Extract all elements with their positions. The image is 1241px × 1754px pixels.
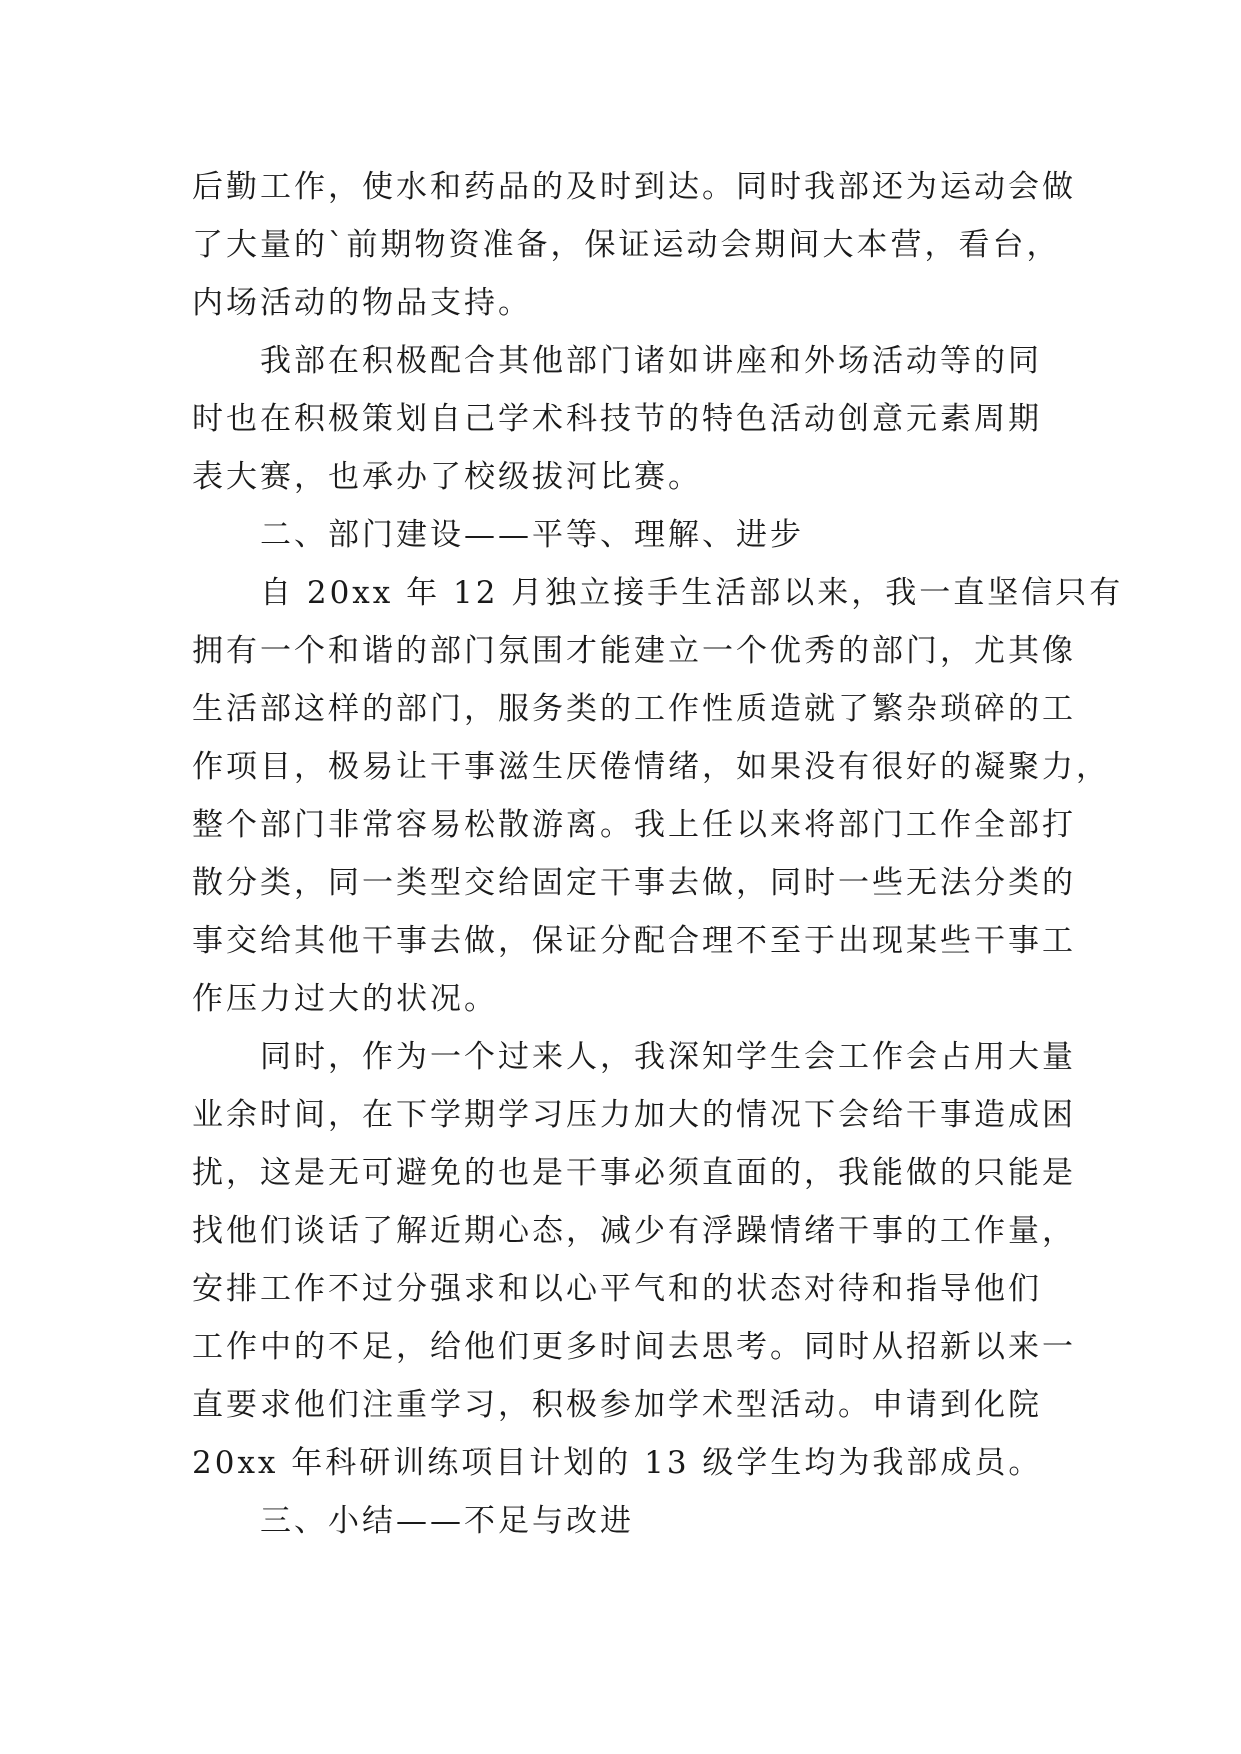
text-line: 我部在积极配合其他部门诸如讲座和外场活动等的同 <box>192 343 1042 379</box>
text-line: 业余时间，在下学期学习压力加大的情况下会给干事造成困 <box>192 1097 1076 1133</box>
text-line: 直要求他们注重学习，积极参加学术型活动。申请到化院 <box>192 1387 1042 1423</box>
text-line: 表大赛，也承办了校级拔河比赛。 <box>192 459 702 495</box>
text-line: 生活部这样的部门，服务类的工作性质造就了繁杂琐碎的工 <box>192 691 1076 727</box>
paragraph-member-care <box>192 1028 1076 1492</box>
text-line: 了大量的`前期物资准备，保证运动会期间大本营，看台， <box>192 227 1061 263</box>
paragraph-logistics <box>192 158 1076 332</box>
text-line: 扰，这是无可避免的也是干事必须直面的，我能做的只能是 <box>192 1155 1076 1191</box>
text-line: 找他们谈话了解近期心态，减少有浮躁情绪干事的工作量， <box>192 1213 1076 1249</box>
section-heading: 二、部门建设——平等、理解、进步 <box>192 517 804 553</box>
text-line: 工作中的不足，给他们更多时间去思考。同时从招新以来一 <box>192 1329 1076 1365</box>
text-line: 同时，作为一个过来人，我深知学生会工作会占用大量 <box>192 1039 1076 1075</box>
text-line: 作压力过大的状况。 <box>192 981 498 1017</box>
section-heading: 三、小结——不足与改进 <box>192 1503 634 1539</box>
text-line: 内场活动的物品支持。 <box>192 285 532 321</box>
text-line: 时也在积极策划自己学术科技节的特色活动创意元素周期 <box>192 401 1042 437</box>
text-line: 安排工作不过分强求和以心平气和的状态对待和指导他们 <box>192 1271 1042 1307</box>
text-line: 自 20xx 年 12 月独立接手生活部以来，我一直坚信只有 <box>192 575 1124 611</box>
text-line: 20xx 年科研训练项目计划的 13 级学生均为我部成员。 <box>192 1445 1043 1481</box>
text-line: 拥有一个和谐的部门氛围才能建立一个优秀的部门，尤其像 <box>192 633 1076 669</box>
section-heading-summary <box>192 1492 1052 1550</box>
paragraph-department-atmosphere <box>192 564 1124 1028</box>
document-body <box>192 158 1124 1550</box>
text-line: 散分类，同一类型交给固定干事去做，同时一些无法分类的 <box>192 865 1076 901</box>
section-heading-department-building <box>192 506 1052 564</box>
paragraph-activities <box>192 332 1052 506</box>
text-line: 事交给其他干事去做，保证分配合理不至于出现某些干事工 <box>192 923 1076 959</box>
text-line: 整个部门非常容易松散游离。我上任以来将部门工作全部打 <box>192 807 1076 843</box>
text-line: 作项目，极易让干事滋生厌倦情绪，如果没有很好的凝聚力， <box>192 749 1110 785</box>
text-line: 后勤工作，使水和药品的及时到达。同时我部还为运动会做 <box>192 169 1076 205</box>
